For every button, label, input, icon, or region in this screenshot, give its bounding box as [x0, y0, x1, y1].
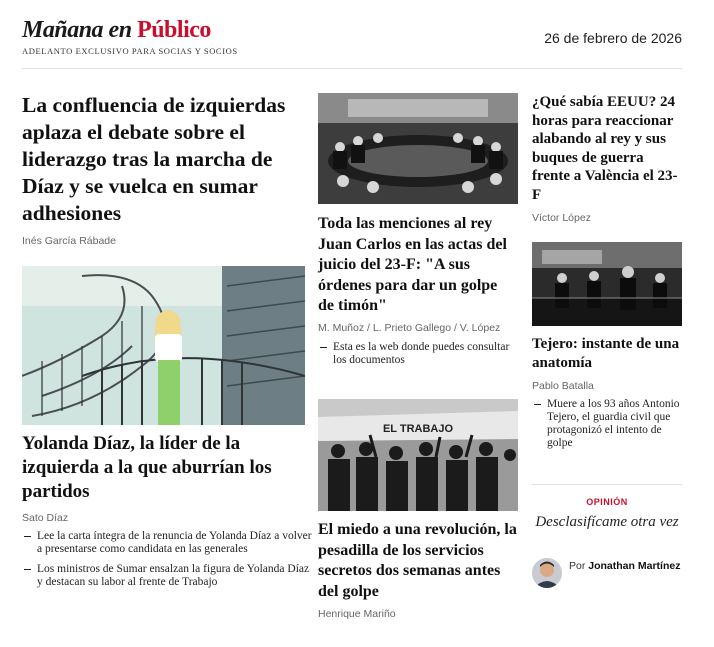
story-byline: Henrique Mariño — [318, 608, 396, 620]
story-headline[interactable]: Toda las menciones al rey Juan Carlos en las actas del juicio del 23-F: "A sus órdenes para dar un golpe de timón" — [318, 215, 507, 314]
related-links — [22, 530, 312, 596]
story-byline: Sato Díaz — [22, 512, 69, 524]
edition-date: 26 de febrero de 2026 — [544, 30, 682, 46]
protest-photo[interactable] — [318, 399, 518, 511]
story-headline[interactable]: ¿Qué sabía EEUU? 24 horas para reaccionar alabando al rey y sus buques de guerra frente a València el 23-F — [532, 94, 678, 203]
related-link[interactable]: Los ministros de Sumar ensalzan la figura de Yolanda Díaz y destacan su labor al frente de Trabajo — [22, 563, 312, 589]
opinion-title[interactable]: Desclasifícame otra vez — [535, 514, 679, 530]
lead-headline[interactable]: La confluencia de izquierdas aplaza el debate sobre el liderazgo tras la marcha de Díaz y se vuelca en sumar adhesiones — [22, 93, 286, 225]
lead-byline: Inés García Rábade — [22, 235, 116, 247]
banner-text: EL TRABAJO — [382, 423, 454, 435]
author-name-text: Jonathan Martínez — [588, 560, 681, 572]
site-tagline: ADELANTO EXCLUSIVO PARA SOCIAS Y SOCIOS — [22, 46, 238, 56]
story-headline[interactable]: El miedo a una revolución, la pesadilla de los servicios secretos dos semanas antes del golpe — [318, 521, 517, 600]
story-byline: M. Muñoz / L. Prieto Gallego / V. López — [318, 322, 501, 334]
author-avatar[interactable] — [532, 558, 562, 588]
story-byline: Víctor López — [532, 212, 591, 224]
opinion-divider — [532, 484, 682, 485]
story-headline[interactable]: Tejero: instante de una anatomía — [532, 336, 680, 371]
trial-photo[interactable] — [318, 93, 518, 204]
opinion-label: OPINIÓN — [586, 497, 628, 507]
logo-text-1: Mañana en — [22, 17, 138, 43]
site-logo[interactable] — [22, 16, 211, 44]
related-links — [318, 341, 518, 367]
related-link[interactable]: Muere a los 93 años Antonio Tejero, el guardia civil que protagonizó el intento de golpe — [532, 398, 682, 450]
author-prefix: Por — [569, 560, 589, 572]
story-headline[interactable]: Yolanda Díaz, la líder de la izquierda a la que aburrían los partidos — [22, 433, 272, 502]
yolanda-diaz-photo[interactable] — [22, 266, 305, 425]
related-link[interactable]: Esta es la web donde puedes consultar los documentos — [318, 341, 518, 367]
header-divider — [22, 68, 682, 69]
site-header — [22, 16, 682, 68]
related-link[interactable]: Lee la carta íntegra de la renuncia de Yolanda Díaz a volver a presentarse como candidata en las generales — [22, 530, 312, 556]
related-links — [532, 398, 682, 450]
author-name[interactable] — [569, 560, 684, 573]
story-byline: Pablo Batalla — [532, 380, 594, 392]
logo-text-2: Público — [137, 17, 211, 43]
tejero-photo[interactable] — [532, 242, 682, 326]
